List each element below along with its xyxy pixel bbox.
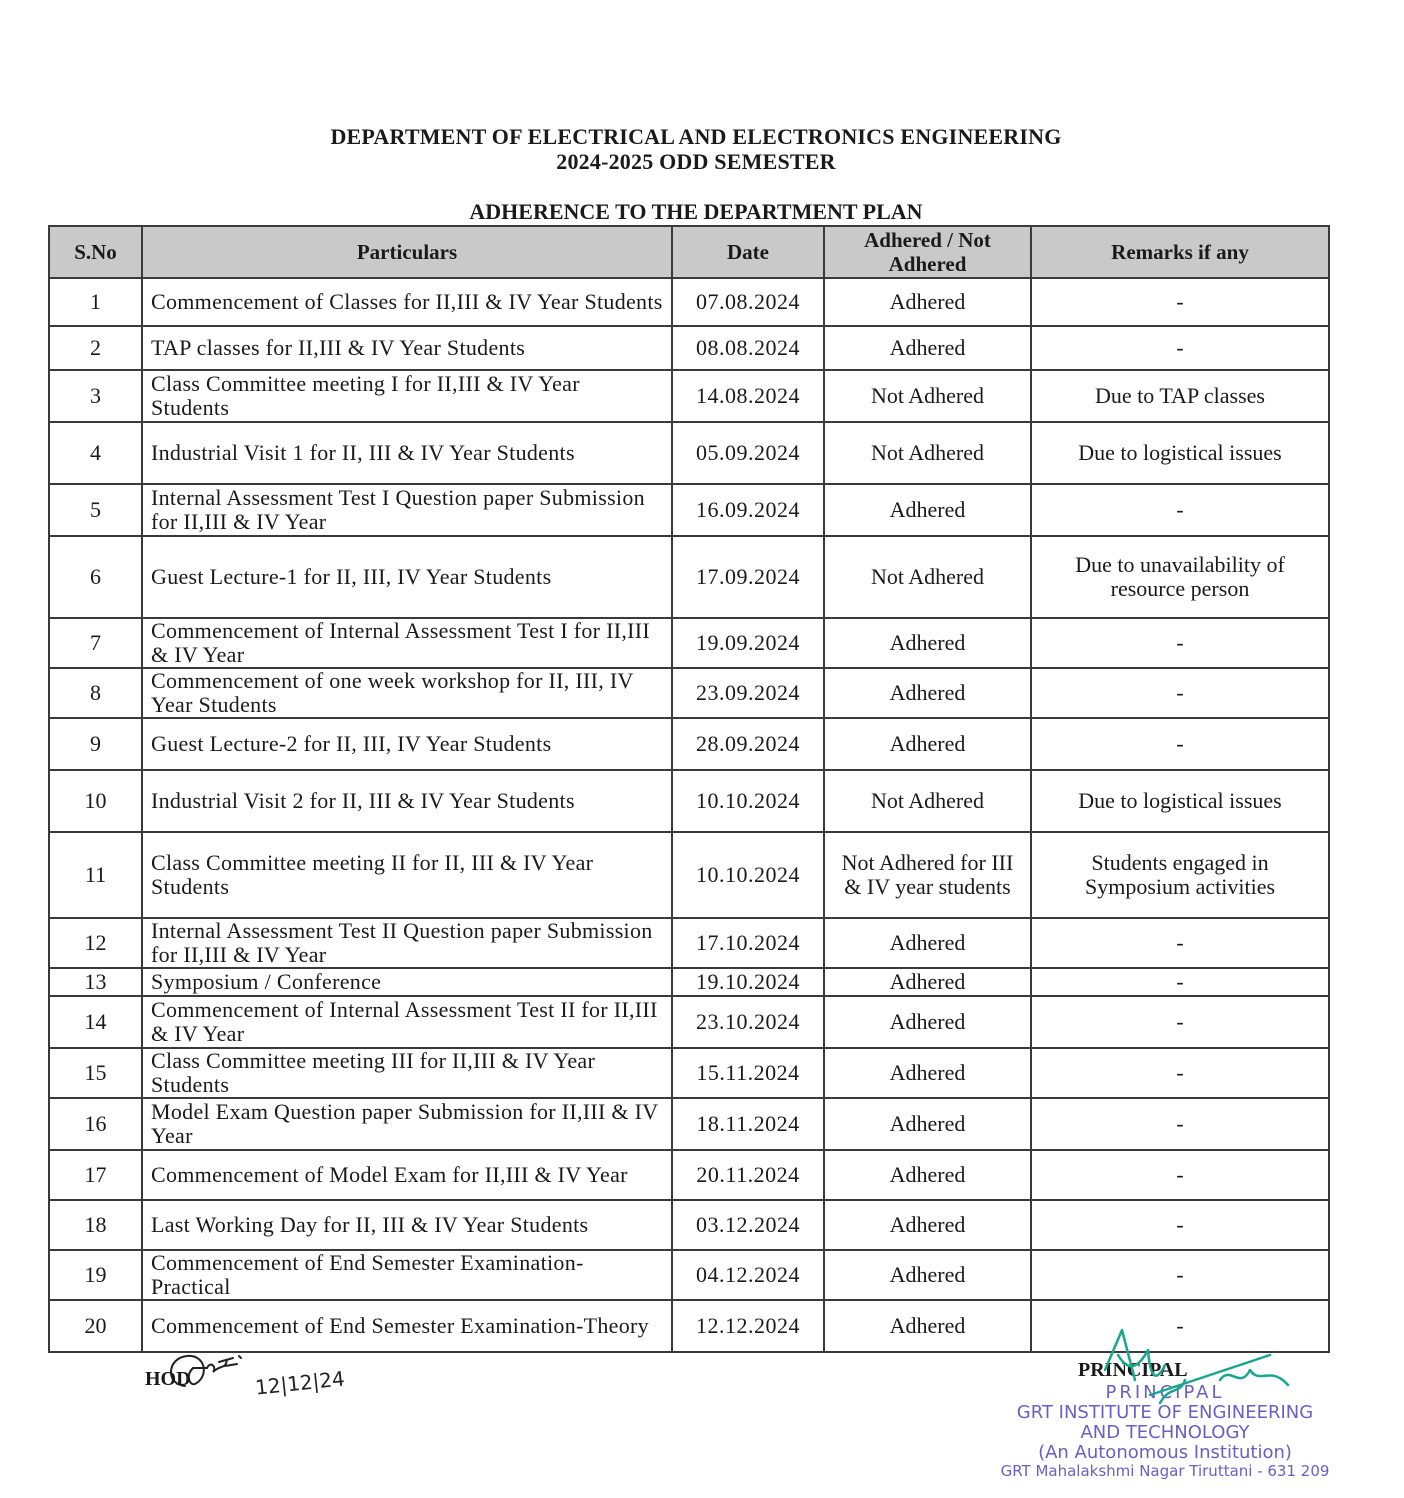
row-date: 10.10.2024 bbox=[672, 832, 824, 918]
hod-signature-block bbox=[145, 1346, 445, 1406]
row-sno: 17 bbox=[49, 1150, 142, 1200]
stamp-line-3: AND TECHNOLOGY bbox=[1080, 1422, 1250, 1443]
row-status: Not Adhered bbox=[824, 370, 1031, 422]
row-particulars: Internal Assessment Test II Question paper Submission for II,III & IV Year bbox=[142, 918, 672, 968]
table-row bbox=[49, 996, 1329, 1048]
row-status: Not Adhered for III & IV year students bbox=[824, 832, 1031, 918]
table-row bbox=[49, 618, 1329, 668]
row-remarks: Due to unavailability of resource person bbox=[1031, 536, 1329, 618]
table-row bbox=[49, 1250, 1329, 1300]
row-sno: 1 bbox=[49, 278, 142, 326]
row-sno: 15 bbox=[49, 1048, 142, 1098]
stamp-line-1: PRINCIPAL bbox=[1105, 1382, 1225, 1403]
row-sno: 12 bbox=[49, 918, 142, 968]
column-header-date: Date bbox=[672, 226, 824, 278]
row-remarks: Students engaged in Symposium activities bbox=[1031, 832, 1329, 918]
stamp-line-5: GRT Mahalakshmi Nagar Tiruttani - 631 209 bbox=[1000, 1462, 1330, 1480]
row-date: 05.09.2024 bbox=[672, 422, 824, 484]
row-date: 04.12.2024 bbox=[672, 1250, 824, 1300]
row-status: Adhered bbox=[824, 1300, 1031, 1352]
table-row bbox=[49, 968, 1329, 996]
table-row bbox=[49, 278, 1329, 326]
row-sno: 5 bbox=[49, 484, 142, 536]
stamp-line-2: GRT INSTITUTE OF ENGINEERING bbox=[1016, 1402, 1314, 1423]
row-status: Adhered bbox=[824, 1150, 1031, 1200]
table-row bbox=[49, 668, 1329, 718]
row-sno: 7 bbox=[49, 618, 142, 668]
row-date: 07.08.2024 bbox=[672, 278, 824, 326]
row-date: 28.09.2024 bbox=[672, 718, 824, 770]
column-header-remarks: Remarks if any bbox=[1031, 226, 1329, 278]
table-row bbox=[49, 422, 1329, 484]
row-date: 19.09.2024 bbox=[672, 618, 824, 668]
row-particulars: Symposium / Conference bbox=[142, 968, 672, 996]
row-remarks: - bbox=[1031, 996, 1329, 1048]
row-particulars: TAP classes for II,III & IV Year Students bbox=[142, 326, 672, 370]
row-particulars: Commencement of End Semester Examination-Theory bbox=[142, 1300, 672, 1352]
row-date: 08.08.2024 bbox=[672, 326, 824, 370]
row-remarks: - bbox=[1031, 1200, 1329, 1250]
row-remarks: - bbox=[1031, 1150, 1329, 1200]
row-particulars: Commencement of Classes for II,III & IV Year Students bbox=[142, 278, 672, 326]
row-remarks: - bbox=[1031, 1098, 1329, 1150]
row-particulars: Class Committee meeting III for II,III & IV Year Students bbox=[142, 1048, 672, 1098]
table-row bbox=[49, 718, 1329, 770]
row-particulars: Class Committee meeting I for II,III & IV Year Students bbox=[142, 370, 672, 422]
row-date: 17.09.2024 bbox=[672, 536, 824, 618]
principal-signature-icon bbox=[970, 1325, 1370, 1435]
row-status: Adhered bbox=[824, 1250, 1031, 1300]
table-row bbox=[49, 484, 1329, 536]
row-status: Adhered bbox=[824, 1200, 1031, 1250]
row-date: 12.12.2024 bbox=[672, 1300, 824, 1352]
row-date: 17.10.2024 bbox=[672, 918, 824, 968]
row-remarks: - bbox=[1031, 326, 1329, 370]
row-status: Not Adhered bbox=[824, 536, 1031, 618]
table-row bbox=[49, 1200, 1329, 1250]
principal-label: PRINCIPAL bbox=[1078, 1359, 1188, 1381]
row-status: Adhered bbox=[824, 1098, 1031, 1150]
row-date: 23.09.2024 bbox=[672, 668, 824, 718]
row-remarks: - bbox=[1031, 1250, 1329, 1300]
table-row bbox=[49, 536, 1329, 618]
row-remarks: - bbox=[1031, 718, 1329, 770]
document-header bbox=[0, 124, 1392, 174]
row-particulars: Industrial Visit 2 for II, III & IV Year Students bbox=[142, 770, 672, 832]
row-sno: 16 bbox=[49, 1098, 142, 1150]
row-remarks: Due to logistical issues bbox=[1031, 770, 1329, 832]
row-date: 16.09.2024 bbox=[672, 484, 824, 536]
row-status: Not Adhered bbox=[824, 770, 1031, 832]
row-sno: 18 bbox=[49, 1200, 142, 1250]
row-sno: 20 bbox=[49, 1300, 142, 1352]
row-sno: 8 bbox=[49, 668, 142, 718]
row-sno: 3 bbox=[49, 370, 142, 422]
row-status: Adhered bbox=[824, 618, 1031, 668]
row-sno: 4 bbox=[49, 422, 142, 484]
row-particulars: Commencement of End Semester Examination-Practical bbox=[142, 1250, 672, 1300]
table-row bbox=[49, 918, 1329, 968]
row-date: 19.10.2024 bbox=[672, 968, 824, 996]
row-remarks: Due to TAP classes bbox=[1031, 370, 1329, 422]
row-particulars: Last Working Day for II, III & IV Year Students bbox=[142, 1200, 672, 1250]
row-remarks: Due to logistical issues bbox=[1031, 422, 1329, 484]
plan-title: ADHERENCE TO THE DEPARTMENT PLAN bbox=[469, 199, 923, 224]
semester-title: 2024-2025 ODD SEMESTER bbox=[556, 149, 836, 174]
row-particulars: Class Committee meeting II for II, III & IV Year Students bbox=[142, 832, 672, 918]
row-status: Adhered bbox=[824, 718, 1031, 770]
row-particulars: Guest Lecture-2 for II, III, IV Year Students bbox=[142, 718, 672, 770]
row-status: Adhered bbox=[824, 278, 1031, 326]
row-particulars: Commencement of Model Exam for II,III & IV Year bbox=[142, 1150, 672, 1200]
column-header-particulars: Particulars bbox=[142, 226, 672, 278]
row-status: Adhered bbox=[824, 326, 1031, 370]
row-date: 18.11.2024 bbox=[672, 1098, 824, 1150]
row-remarks: - bbox=[1031, 668, 1329, 718]
row-date: 23.10.2024 bbox=[672, 996, 824, 1048]
table-row bbox=[49, 326, 1329, 370]
stamp-line-4: (An Autonomous Institution) bbox=[1038, 1442, 1292, 1463]
row-particulars: Commencement of one week workshop for II, III, IV Year Students bbox=[142, 668, 672, 718]
row-sno: 6 bbox=[49, 536, 142, 618]
row-particulars: Commencement of Internal Assessment Test II for II,III & IV Year bbox=[142, 996, 672, 1048]
table-row bbox=[49, 770, 1329, 832]
row-sno: 2 bbox=[49, 326, 142, 370]
row-sno: 19 bbox=[49, 1250, 142, 1300]
row-remarks: - bbox=[1031, 1300, 1329, 1352]
row-date: 03.12.2024 bbox=[672, 1200, 824, 1250]
row-remarks: - bbox=[1031, 918, 1329, 968]
table-body bbox=[49, 278, 1329, 1352]
row-status: Adhered bbox=[824, 668, 1031, 718]
row-particulars: Internal Assessment Test I Question paper Submission for II,III & IV Year bbox=[142, 484, 672, 536]
row-status: Adhered bbox=[824, 968, 1031, 996]
hod-label: HOD bbox=[145, 1368, 191, 1390]
row-date: 15.11.2024 bbox=[672, 1048, 824, 1098]
table-row bbox=[49, 1048, 1329, 1098]
department-title: DEPARTMENT OF ELECTRICAL AND ELECTRONICS ENGINEERING bbox=[330, 124, 1062, 149]
row-date: 14.08.2024 bbox=[672, 370, 824, 422]
table-row bbox=[49, 370, 1329, 422]
row-remarks: - bbox=[1031, 968, 1329, 996]
row-sno: 11 bbox=[49, 832, 142, 918]
row-sno: 14 bbox=[49, 996, 142, 1048]
hod-sign-date: 12|12|24 bbox=[253, 1366, 346, 1400]
row-remarks: - bbox=[1031, 484, 1329, 536]
row-remarks: - bbox=[1031, 1048, 1329, 1098]
row-particulars: Model Exam Question paper Submission for II,III & IV Year bbox=[142, 1098, 672, 1150]
row-date: 10.10.2024 bbox=[672, 770, 824, 832]
row-particulars: Industrial Visit 1 for II, III & IV Year Students bbox=[142, 422, 672, 484]
row-remarks: - bbox=[1031, 278, 1329, 326]
row-status: Not Adhered bbox=[824, 422, 1031, 484]
row-date: 20.11.2024 bbox=[672, 1150, 824, 1200]
row-sno: 9 bbox=[49, 718, 142, 770]
table-row bbox=[49, 1098, 1329, 1150]
table-row bbox=[49, 832, 1329, 918]
row-particulars: Guest Lecture-1 for II, III, IV Year Students bbox=[142, 536, 672, 618]
column-header-status: Adhered / Not Adhered bbox=[824, 226, 1031, 278]
row-status: Adhered bbox=[824, 918, 1031, 968]
row-status: Adhered bbox=[824, 484, 1031, 536]
row-particulars: Commencement of Internal Assessment Test I for II,III & IV Year bbox=[142, 618, 672, 668]
row-sno: 10 bbox=[49, 770, 142, 832]
row-remarks: - bbox=[1031, 618, 1329, 668]
row-sno: 13 bbox=[49, 968, 142, 996]
column-header-sno: S.No bbox=[49, 226, 142, 278]
row-status: Adhered bbox=[824, 996, 1031, 1048]
principal-signature-block bbox=[970, 1325, 1370, 1498]
table-header-row bbox=[49, 226, 1329, 278]
table-row bbox=[49, 1150, 1329, 1200]
adherence-table bbox=[48, 225, 1330, 1353]
row-status: Adhered bbox=[824, 1048, 1031, 1098]
